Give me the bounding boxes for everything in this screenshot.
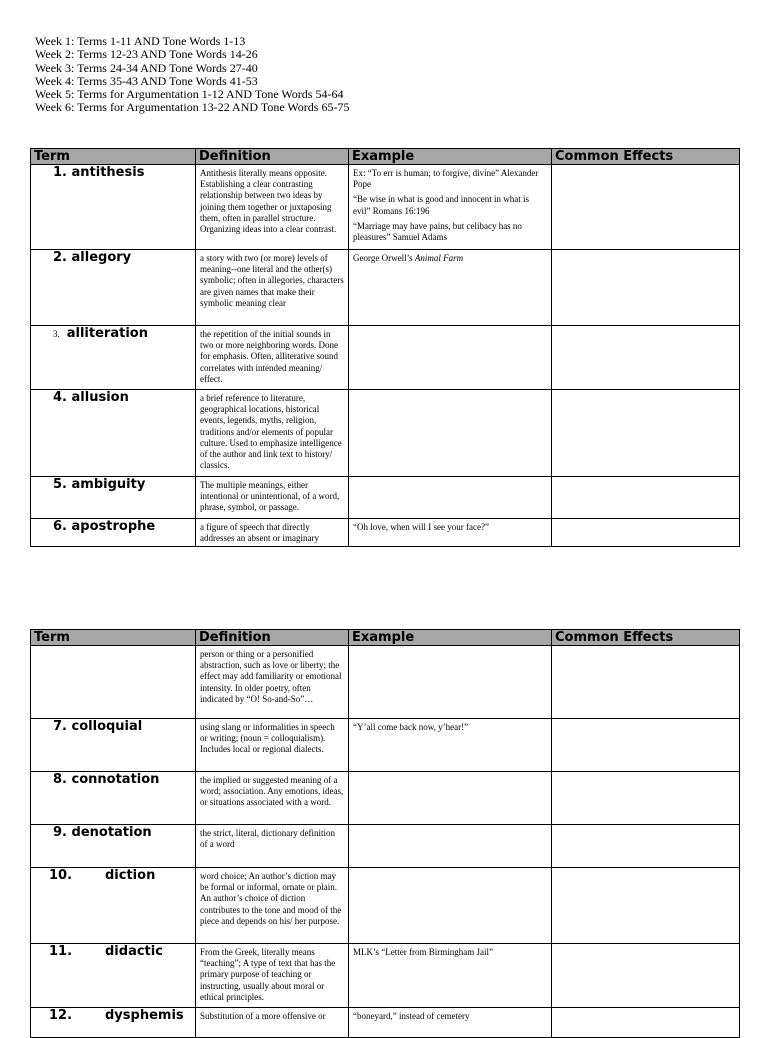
term-number: 12. xyxy=(49,1008,73,1023)
term-name: didactic xyxy=(105,944,163,959)
example-title: Animal Farm xyxy=(414,253,464,263)
definition-cell: person or thing or a personified abstraction, such as love or liberty; the effect may add familiarity or emotional intensity. In older poetry, often indicated by “O! So-and-So”… xyxy=(196,646,349,719)
effects-cell xyxy=(552,250,740,326)
example-text: George Orwell’s xyxy=(353,253,415,263)
effects-cell xyxy=(552,1008,740,1038)
term-cell xyxy=(31,165,196,250)
term-name: diction xyxy=(105,868,156,883)
table-row xyxy=(31,1008,740,1038)
example-cell xyxy=(349,326,552,390)
header-example: Example xyxy=(349,630,552,646)
term-number: 6. xyxy=(53,519,67,534)
effects-cell xyxy=(552,868,740,944)
term-number: 1. xyxy=(53,165,67,180)
week-line: Week 4: Terms 35-43 AND Tone Words 41-53 xyxy=(35,73,258,88)
term-name: denotation xyxy=(71,825,152,840)
term-cell xyxy=(31,326,196,390)
definition-cell: Substitution of a more offensive or xyxy=(196,1008,349,1038)
example-text: “Marriage may have pains, but celibacy has no pleasures” Samuel Adams xyxy=(353,220,522,243)
week-line: Week 2: Terms 12-23 AND Tone Words 14-26 xyxy=(35,47,258,62)
example-cell: MLK’s “Letter from Birmingham Jail” xyxy=(349,944,552,1008)
term-number: 3. xyxy=(53,329,60,339)
example-cell xyxy=(349,477,552,519)
table-row xyxy=(31,165,740,250)
definition-cell: a figure of speech that directly addresses an absent or imaginary xyxy=(196,519,349,547)
definition-cell: a story with two (or more) levels of meaning--one literal and the other(s) symbolic; often in allegories, characters are given names that make their symbolic meaning clear xyxy=(196,250,349,326)
header-definition: Definition xyxy=(196,149,349,165)
table-header-row xyxy=(31,149,740,165)
glossary-table-2 xyxy=(30,629,740,1038)
header-common-effects: Common Effects xyxy=(552,149,740,165)
definition-cell: the strict, literal, dictionary definition of a word xyxy=(196,825,349,868)
week-line: Week 1: Terms 1-11 AND Tone Words 1-13 xyxy=(35,34,246,48)
example-cell xyxy=(349,250,552,326)
header-term: Term xyxy=(31,149,196,165)
definition-cell: From the Greek, literally means “teaching”; A type of text that has the primary purpose of teaching or instructing, usually about moral or ethical principles. xyxy=(196,944,349,1008)
definition-cell: the repetition of the initial sounds in two or more neighboring words. Done for emphasis. Often, alliterative sound correlates with intended meaning/ effect. xyxy=(196,326,349,390)
term-name: connotation xyxy=(71,772,160,787)
term-number: 7. xyxy=(53,719,67,734)
example-cell xyxy=(349,772,552,825)
term-number: 10. xyxy=(49,868,73,883)
example-cell xyxy=(349,825,552,868)
effects-cell xyxy=(552,326,740,390)
example-cell: “Y’all come back now, y’hear!” xyxy=(349,719,552,772)
table-row xyxy=(31,719,740,772)
table-row xyxy=(31,825,740,868)
table-row xyxy=(31,772,740,825)
week-schedule xyxy=(35,35,349,115)
definition-cell: using slang or informalities in speech or writing; (noun = colloquialism). Includes local or regional dialects. xyxy=(196,719,349,772)
term-name: colloquial xyxy=(71,719,143,734)
term-name: apostrophe xyxy=(71,519,156,534)
table-row xyxy=(31,868,740,944)
term-cell xyxy=(31,825,196,868)
week-line: Week 5: Terms for Argumentation 1-12 AND Tone Words 54-64 xyxy=(35,87,344,102)
effects-cell xyxy=(552,390,740,477)
table-row xyxy=(31,390,740,477)
example-cell: “Oh love, when will I see your face?” xyxy=(349,519,552,547)
term-cell xyxy=(31,772,196,825)
example-cell: “boneyard,” instead of cemetery xyxy=(349,1008,552,1038)
term-number: 2. xyxy=(53,250,67,265)
effects-cell xyxy=(552,646,740,719)
effects-cell xyxy=(552,825,740,868)
effects-cell xyxy=(552,944,740,1008)
effects-cell xyxy=(552,519,740,547)
header-definition: Definition xyxy=(196,630,349,646)
example-cell xyxy=(349,390,552,477)
term-name: ambiguity xyxy=(71,477,146,492)
term-cell xyxy=(31,646,196,719)
term-name: antithesis xyxy=(71,165,145,180)
table-row xyxy=(31,326,740,390)
effects-cell xyxy=(552,772,740,825)
term-number: 8. xyxy=(53,772,67,787)
term-name: alliteration xyxy=(66,326,148,341)
term-cell xyxy=(31,250,196,326)
term-number: 4. xyxy=(53,390,67,405)
header-example: Example xyxy=(349,149,552,165)
definition-cell: the implied or suggested meaning of a word; association. Any emotions, ideas, or situations associated with a word. xyxy=(196,772,349,825)
example-text: Ex: “To err is human; to forgive, divine” Alexander Pope xyxy=(353,168,539,190)
header-term: Term xyxy=(31,630,196,646)
week-line: Week 6: Terms for Argumentation 13-22 AND Tone Words 65-75 xyxy=(35,100,350,115)
term-number: 9. xyxy=(53,825,67,840)
definition-cell: Antithesis literally means opposite. Establishing a clear contrasting relationship between two ideas by joining them together or juxtaposing them, often in parallel structure. Organizing ideas into a clear contrast. xyxy=(196,165,349,250)
definition-cell: The multiple meanings, either intentional or unintentional, of a word, phrase, symbol, or passage. xyxy=(196,477,349,519)
table-row xyxy=(31,250,740,326)
term-cell xyxy=(31,944,196,1008)
term-cell xyxy=(31,719,196,772)
term-cell xyxy=(31,1008,196,1038)
effects-cell xyxy=(552,477,740,519)
table-header-row xyxy=(31,630,740,646)
table-row xyxy=(31,477,740,519)
table-row xyxy=(31,944,740,1008)
term-name: allusion xyxy=(71,390,129,405)
table-row xyxy=(31,519,740,547)
term-name: allegory xyxy=(71,250,132,265)
term-number: 5. xyxy=(53,477,67,492)
definition-cell: a brief reference to literature, geographical locations, historical events, legends, myths, religion, traditions and/or elements of popular culture. Used to emphasize intelligence of the author and link text to history/ classics. xyxy=(196,390,349,477)
table-row xyxy=(31,646,740,719)
term-cell xyxy=(31,390,196,477)
example-cell xyxy=(349,165,552,250)
glossary-table-1 xyxy=(30,148,740,547)
term-cell xyxy=(31,477,196,519)
example-cell xyxy=(349,868,552,944)
term-cell xyxy=(31,868,196,944)
example-text: “Be wise in what is good and innocent in what is evil” Romans 16:196 xyxy=(353,194,529,216)
week-line: Week 3: Terms 24-34 AND Tone Words 27-40 xyxy=(35,60,258,75)
effects-cell xyxy=(552,719,740,772)
term-number: 11. xyxy=(49,944,73,959)
term-cell xyxy=(31,519,196,547)
header-common-effects: Common Effects xyxy=(552,630,740,646)
term-name: dysphemis xyxy=(105,1008,184,1023)
definition-cell: word choice; An author’s diction may be formal or informal, ornate or plain. An author’s choice of diction contributes to the tone and mood of the piece and depends on his/ her purpose. xyxy=(196,868,349,944)
example-cell xyxy=(349,646,552,719)
effects-cell xyxy=(552,165,740,250)
